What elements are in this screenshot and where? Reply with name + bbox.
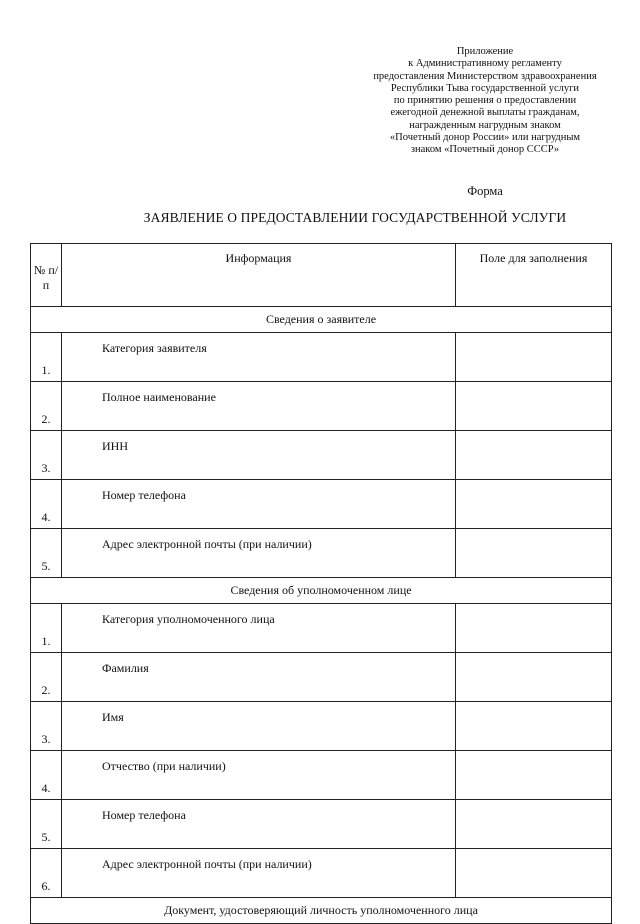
- appendix-line: ежегодной денежной выплаты гражданам,: [390, 107, 580, 119]
- table-header-row: [31, 244, 612, 307]
- section-row-identity-document: [31, 898, 612, 924]
- table-row: [31, 800, 612, 849]
- row-label: Полное наименование: [62, 382, 456, 431]
- table-row: [31, 382, 612, 431]
- fill-field-applicant-category[interactable]: [456, 333, 612, 382]
- appendix-line: по принятию решения о предоставлении: [393, 95, 577, 107]
- appendix-line: Республики Тыва государственной услуги: [390, 82, 580, 94]
- form-label: Форма: [467, 184, 503, 198]
- application-form-table: [30, 243, 612, 924]
- table-row: [31, 333, 612, 382]
- table-row: [31, 751, 612, 800]
- row-number: 5.: [31, 529, 62, 578]
- fill-field-representative-category[interactable]: [456, 604, 612, 653]
- table-row: [31, 702, 612, 751]
- row-label: Отчество (при наличии): [62, 751, 456, 800]
- fill-field-phone[interactable]: [456, 480, 612, 529]
- appendix-line: награжденным нагрудным знаком: [409, 119, 561, 131]
- row-number: 3.: [31, 431, 62, 480]
- fill-field-email[interactable]: [456, 529, 612, 578]
- table-row: [31, 604, 612, 653]
- row-number: 4.: [31, 480, 62, 529]
- fill-field-surname[interactable]: [456, 653, 612, 702]
- fill-field-inn[interactable]: [456, 431, 612, 480]
- row-label: Категория уполномоченного лица: [62, 604, 456, 653]
- appendix-block: [362, 46, 608, 157]
- appendix-line: Приложение: [456, 46, 514, 57]
- section-title-representative: Сведения об уполномоченном лице: [31, 578, 612, 604]
- table-row: [31, 849, 612, 898]
- row-number: 2.: [31, 653, 62, 702]
- appendix-line: «Почетный донор России» или нагрудным: [389, 132, 581, 144]
- row-number: 1.: [31, 333, 62, 382]
- row-label: Имя: [62, 702, 456, 751]
- section-title-applicant: Сведения о заявителе: [31, 307, 612, 333]
- table-row: [31, 529, 612, 578]
- row-label: Номер телефона: [62, 480, 456, 529]
- appendix-line: знаком «Почетный донор СССР»: [410, 144, 560, 156]
- section-title-identity-document: Документ, удостоверяющий личность уполномоченного лица: [31, 898, 612, 924]
- row-number: 2.: [31, 382, 62, 431]
- row-number: 3.: [31, 702, 62, 751]
- header-fill-field: Поле для заполнения: [456, 244, 612, 307]
- table-row: [31, 431, 612, 480]
- fill-field-patronymic[interactable]: [456, 751, 612, 800]
- header-number: № п/п: [31, 244, 62, 307]
- row-number: 1.: [31, 604, 62, 653]
- fill-field-full-name[interactable]: [456, 382, 612, 431]
- fill-field-representative-phone[interactable]: [456, 800, 612, 849]
- appendix-line: к Административному регламенту: [408, 58, 562, 70]
- row-label: Фамилия: [62, 653, 456, 702]
- row-label: Номер телефона: [62, 800, 456, 849]
- row-number: 5.: [31, 800, 62, 849]
- fill-field-representative-email[interactable]: [456, 849, 612, 898]
- table-row: [31, 653, 612, 702]
- header-information: Информация: [62, 244, 456, 307]
- table-row: [31, 480, 612, 529]
- row-label: Адрес электронной почты (при наличии): [62, 849, 456, 898]
- row-label: ИНН: [62, 431, 456, 480]
- section-row-applicant: [31, 307, 612, 333]
- document-title: ЗАЯВЛЕНИЕ О ПРЕДОСТАВЛЕНИИ ГОСУДАРСТВЕННОЙ УСЛУГИ: [143, 210, 567, 225]
- row-number: 4.: [31, 751, 62, 800]
- row-label: Адрес электронной почты (при наличии): [62, 529, 456, 578]
- fill-field-first-name[interactable]: [456, 702, 612, 751]
- section-row-representative: [31, 578, 612, 604]
- row-label: Категория заявителя: [62, 333, 456, 382]
- row-number: 6.: [31, 849, 62, 898]
- appendix-line: предоставления Министерством здравоохранения: [373, 70, 597, 82]
